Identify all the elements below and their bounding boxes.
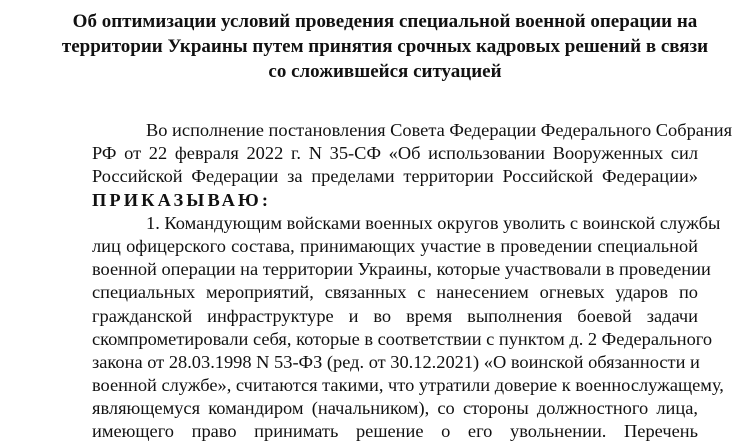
item1-line-1: 1. Командующим войсками военных округов уволить с воинской службы: [146, 212, 721, 233]
preamble-line-2: РФ от 22 февраля 2022 г. N 35-СФ «Об использовании Вооруженных сил: [92, 143, 698, 164]
item1-line-3: военной операции на территории Украины, которые участвовали в проведении: [92, 259, 711, 280]
title-line-2: территории Украины путем принятия срочных кадровых решений в связи: [61, 36, 709, 57]
document-body: [92, 119, 733, 444]
preamble-line-3: Российской Федерации за пределами территории Российской Федерации»: [92, 166, 698, 187]
item1-line-4: специальных мероприятий, связанных с нанесением огневых ударов по: [92, 282, 698, 303]
item1-line-9: являющемуся командиром (начальником), со стороны должностного лица,: [92, 398, 698, 419]
item1-line-7: закона от 28.03.1998 N 53-ФЗ (ред. от 30.12.2021) «О воинской обязанности и: [92, 351, 700, 372]
item1-line-10: имеющего право принимать решение о его увольнении. Перечень: [92, 421, 698, 442]
item1-line-6: скомпрометировали себя, которые в соответствии с пунктом д. 2 Федерального: [92, 328, 713, 349]
item1-line-8: военной службе», считаются такими, что утратили доверие к военнослужащему,: [92, 375, 724, 396]
title-line-3: со сложившейся ситуацией: [268, 61, 502, 82]
item1-line-2: лиц офицерского состава, принимающих участие в проведении специальной: [92, 235, 698, 256]
item1-line-5: гражданской инфраструктуре и во время выполнения боевой задачи: [92, 305, 698, 326]
title-line-1: Об оптимизации условий проведения специальной военной операции на: [72, 11, 698, 32]
orders-heading: ПРИКАЗЫВАЮ:: [92, 189, 272, 210]
document-title: [60, 9, 710, 84]
preamble-line-1: Во исполнение постановления Совета Федерации Федерального Собрания: [146, 120, 733, 140]
